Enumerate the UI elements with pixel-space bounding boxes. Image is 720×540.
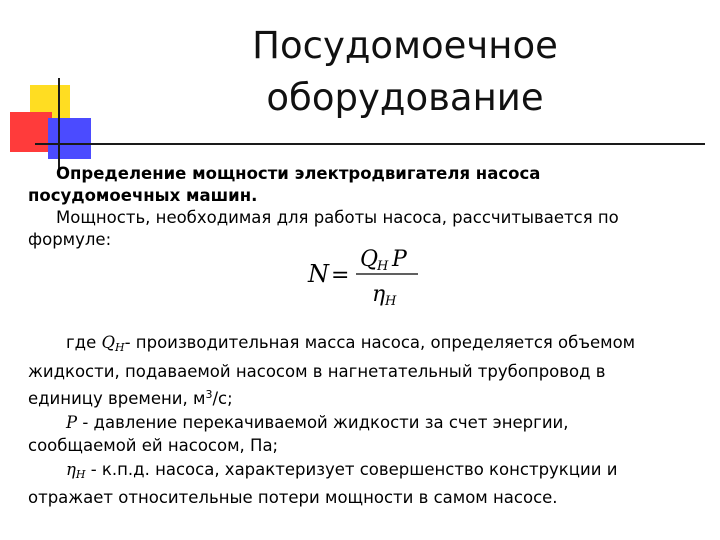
formula-eta: η	[372, 282, 386, 307]
definition-q-text-3-end: /с;	[212, 389, 233, 408]
heading-line-1: Определение мощности электродвигателя насоса	[56, 164, 541, 183]
definition-q-line-3	[28, 383, 693, 411]
formula-p: P	[392, 247, 407, 272]
formula-q: Q	[360, 247, 379, 272]
decor-blue-square	[48, 118, 91, 159]
definition-eta-line-2: отражает относительные потери мощности в самом насосе.	[28, 488, 558, 507]
definition-q-prefix: где	[66, 333, 102, 352]
decor-vertical-line	[58, 78, 60, 173]
intro-line-1: Мощность, необходимая для работы насоса, рассчитывается по	[56, 208, 619, 227]
definition-q-line-1	[28, 331, 693, 360]
title-line-2: оборудование	[266, 76, 544, 119]
definition-p-line-2: сообщаемой ей насосом, Па;	[28, 436, 279, 455]
unit-superscript: 3	[205, 388, 213, 401]
formula-eta-sub: H	[385, 294, 397, 309]
title-line-1: Посудомоечное	[252, 24, 558, 67]
definition-q-line-2: жидкости, подаваемой насосом в нагнетательный трубопровод в	[28, 361, 606, 381]
formula-lhs: N	[308, 260, 329, 288]
definition-eta-line-1	[28, 458, 693, 487]
definition-q-text-1: - производительная масса насоса, определяется объемом	[124, 333, 636, 352]
power-formula	[300, 240, 430, 310]
intro-block	[28, 163, 688, 251]
definitions-block	[28, 331, 693, 510]
symbol-eta: η	[66, 459, 76, 479]
decor-horizontal-line	[35, 143, 705, 145]
formula-q-sub: H	[377, 259, 389, 274]
slide-title	[230, 20, 580, 124]
symbol-q: Q	[101, 333, 116, 352]
formula-equals: =	[331, 263, 350, 288]
symbol-eta-sub: H	[75, 467, 86, 481]
definition-p-line-1	[28, 411, 693, 435]
definition-eta-text-1: - к.п.д. насоса, характеризует совершенство конструкции и	[85, 459, 618, 479]
decor-red-square	[10, 112, 52, 152]
symbol-p: P	[66, 412, 78, 432]
definition-p-text-1: - давление перекачиваемой жидкости за счет энергии,	[77, 412, 569, 432]
heading-line-2: посудомоечных машин.	[28, 186, 258, 205]
symbol-q-sub: H	[115, 341, 125, 354]
intro-line-2: формуле:	[28, 230, 112, 249]
definition-q-text-3: единицу времени, м	[28, 389, 206, 408]
